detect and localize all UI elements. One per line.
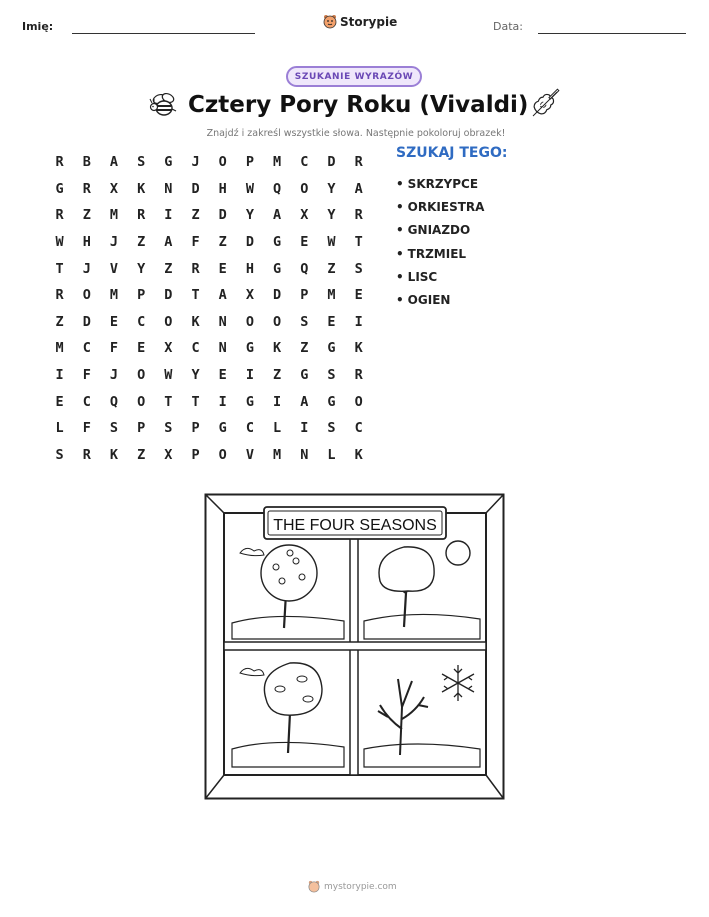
grid-letter[interactable]: Z xyxy=(218,234,227,251)
grid-letter[interactable]: O xyxy=(137,367,146,384)
grid-letter[interactable]: V xyxy=(245,446,254,463)
grid-letter[interactable]: Y xyxy=(137,260,146,277)
grid-letter[interactable]: G xyxy=(327,340,336,357)
grid-letter[interactable]: N xyxy=(164,180,173,197)
grid-letter[interactable]: C xyxy=(300,154,309,171)
grid-letter[interactable]: Z xyxy=(137,446,146,463)
grid-letter[interactable]: X xyxy=(245,287,254,304)
word-list-item: • SKRZYPCE xyxy=(396,172,484,195)
word-list-item: • OGIEN xyxy=(396,288,484,311)
grid-letter[interactable]: S xyxy=(55,446,64,463)
grid-letter[interactable]: O xyxy=(245,313,254,330)
grid-letter[interactable]: K xyxy=(109,446,119,463)
grid-letter[interactable]: J xyxy=(82,260,91,277)
grid-letter[interactable]: I xyxy=(218,393,227,410)
grid-letter[interactable]: G xyxy=(273,234,282,251)
grid-letter[interactable]: M xyxy=(327,287,336,304)
word-search-grid xyxy=(46,149,372,468)
grid-letter[interactable]: C xyxy=(191,340,200,357)
bee-icon xyxy=(148,90,180,120)
grid-letter[interactable]: Y xyxy=(245,207,254,224)
logo-text: Storypie xyxy=(340,14,398,29)
grid-row xyxy=(46,309,372,336)
grid-letter[interactable]: A xyxy=(218,287,227,304)
grid-letter[interactable]: Y xyxy=(191,367,200,384)
grid-letter[interactable]: F xyxy=(82,367,91,384)
grid-letter[interactable]: N xyxy=(218,340,227,357)
grid-letter[interactable]: R xyxy=(354,207,363,224)
grid-letter[interactable]: N xyxy=(218,313,227,330)
page-title: Cztery Pory Roku (Vivaldi) xyxy=(188,92,529,118)
grid-row xyxy=(46,442,372,469)
grid-letter[interactable]: Y xyxy=(327,207,336,224)
grid-letter[interactable]: F xyxy=(109,340,119,357)
grid-letter[interactable]: G xyxy=(164,154,173,171)
grid-letter[interactable]: A xyxy=(273,207,282,224)
grid-letter[interactable]: I xyxy=(164,207,173,224)
grid-letter[interactable]: G xyxy=(245,340,254,357)
word-list xyxy=(396,172,484,312)
grid-letter[interactable]: Z xyxy=(300,340,309,357)
storypie-mascot-icon xyxy=(323,14,337,29)
grid-letter[interactable]: Z xyxy=(55,313,64,330)
word-list-title: SZUKAJ TEGO: xyxy=(396,145,508,161)
grid-letter[interactable]: R xyxy=(55,154,64,171)
grid-letter[interactable]: D xyxy=(164,287,173,304)
grid-letter[interactable]: I xyxy=(354,313,363,330)
grid-letter[interactable]: R xyxy=(82,180,91,197)
word-list-item: • ORKIESTRA xyxy=(396,195,484,218)
grid-row xyxy=(46,335,372,362)
grid-letter[interactable]: Z xyxy=(137,234,146,251)
grid-letter[interactable]: S xyxy=(327,367,336,384)
name-label: Imię: xyxy=(22,20,54,33)
grid-letter[interactable]: G xyxy=(218,420,227,437)
grid-letter[interactable]: O xyxy=(218,446,227,463)
grid-letter[interactable]: S xyxy=(109,420,119,437)
grid-letter[interactable]: R xyxy=(82,446,91,463)
grid-letter[interactable]: D xyxy=(327,154,336,171)
grid-row xyxy=(46,415,372,442)
grid-letter[interactable]: T xyxy=(191,393,200,410)
grid-letter[interactable]: E xyxy=(109,313,119,330)
footer-brand xyxy=(308,880,397,893)
storypie-logo xyxy=(323,14,397,29)
grid-letter[interactable]: X xyxy=(164,446,173,463)
grid-letter[interactable]: K xyxy=(191,313,200,330)
grid-letter[interactable]: X xyxy=(109,180,119,197)
grid-letter[interactable]: M xyxy=(273,154,282,171)
grid-letter[interactable]: K xyxy=(354,340,363,357)
grid-letter[interactable]: I xyxy=(300,420,309,437)
grid-letter[interactable]: C xyxy=(82,340,91,357)
grid-letter[interactable]: X xyxy=(300,207,309,224)
grid-letter[interactable]: Q xyxy=(109,393,119,410)
grid-letter[interactable]: A xyxy=(354,180,363,197)
grid-letter[interactable]: T xyxy=(55,260,64,277)
grid-letter[interactable]: R xyxy=(55,207,64,224)
grid-letter[interactable]: B xyxy=(82,154,91,171)
footer-url[interactable]: mystorypie.com xyxy=(324,881,397,892)
grid-letter[interactable]: W xyxy=(327,234,336,251)
grid-letter[interactable]: R xyxy=(55,287,64,304)
grid-letter[interactable]: O xyxy=(137,393,146,410)
grid-letter[interactable]: M xyxy=(273,446,282,463)
grid-letter[interactable]: P xyxy=(300,287,309,304)
grid-row xyxy=(46,282,372,309)
grid-letter[interactable]: G xyxy=(327,393,336,410)
grid-letter[interactable]: Y xyxy=(327,180,336,197)
grid-letter[interactable]: Z xyxy=(273,367,282,384)
grid-letter[interactable]: D xyxy=(82,313,91,330)
grid-letter[interactable]: S xyxy=(354,260,363,277)
grid-letter[interactable]: E xyxy=(354,287,363,304)
storypie-mascot-icon xyxy=(308,880,320,893)
activity-badge: SZUKANIE WYRAZÓW xyxy=(286,66,422,87)
grid-letter[interactable]: Q xyxy=(273,180,282,197)
grid-letter[interactable]: D xyxy=(245,234,254,251)
grid-letter[interactable]: H xyxy=(245,260,254,277)
grid-letter[interactable]: S xyxy=(164,420,173,437)
grid-letter[interactable]: A xyxy=(109,154,119,171)
grid-letter[interactable]: P xyxy=(191,446,200,463)
grid-letter[interactable]: E xyxy=(218,367,227,384)
grid-letter[interactable]: I xyxy=(55,367,64,384)
grid-letter[interactable]: P xyxy=(245,154,254,171)
grid-letter[interactable]: E xyxy=(137,340,146,357)
grid-letter[interactable]: G xyxy=(245,393,254,410)
grid-letter[interactable]: G xyxy=(55,180,64,197)
grid-letter[interactable]: O xyxy=(218,154,227,171)
grid-letter[interactable]: X xyxy=(164,340,173,357)
grid-letter[interactable]: P xyxy=(137,420,146,437)
grid-letter[interactable]: O xyxy=(164,313,173,330)
grid-letter[interactable]: D xyxy=(191,180,200,197)
grid-letter[interactable]: J xyxy=(109,234,119,251)
grid-letter[interactable]: R xyxy=(354,367,363,384)
grid-letter[interactable]: H xyxy=(82,234,91,251)
grid-letter[interactable]: C xyxy=(82,393,91,410)
grid-letter[interactable]: K xyxy=(137,180,146,197)
grid-letter[interactable]: C xyxy=(245,420,254,437)
grid-letter[interactable]: C xyxy=(137,313,146,330)
grid-row xyxy=(46,229,372,256)
name-line[interactable] xyxy=(72,33,255,34)
grid-letter[interactable]: M xyxy=(109,207,119,224)
word-list-item: • GNIAZDO xyxy=(396,219,484,242)
grid-letter[interactable]: F xyxy=(191,234,200,251)
grid-letter[interactable]: A xyxy=(300,393,309,410)
grid-letter[interactable]: E xyxy=(55,393,64,410)
grid-letter[interactable]: E xyxy=(218,260,227,277)
grid-letter[interactable]: W xyxy=(164,367,173,384)
word-list-item: • LISC xyxy=(396,265,484,288)
grid-letter[interactable]: I xyxy=(273,393,282,410)
grid-letter[interactable]: E xyxy=(300,234,309,251)
grid-letter[interactable]: J xyxy=(109,367,119,384)
grid-letter[interactable]: M xyxy=(109,287,119,304)
grid-letter[interactable]: M xyxy=(55,340,64,357)
grid-row xyxy=(46,362,372,389)
instructions: Znajdź i zakreśl wszystkie słowa. Następnie pokoloruj obrazek! xyxy=(206,128,506,139)
grid-letter[interactable]: T xyxy=(354,234,363,251)
grid-letter[interactable]: O xyxy=(273,313,282,330)
grid-letter[interactable]: W xyxy=(245,180,254,197)
four-seasons-illustration xyxy=(204,493,505,800)
grid-letter[interactable]: D xyxy=(218,207,227,224)
grid-letter[interactable]: G xyxy=(300,367,309,384)
grid-letter[interactable]: F xyxy=(82,420,91,437)
grid-letter[interactable]: T xyxy=(191,287,200,304)
grid-letter[interactable]: O xyxy=(82,287,91,304)
grid-letter[interactable]: V xyxy=(109,260,119,277)
grid-letter[interactable]: D xyxy=(273,287,282,304)
grid-letter[interactable]: L xyxy=(273,420,282,437)
grid-letter[interactable]: W xyxy=(55,234,64,251)
grid-letter[interactable]: H xyxy=(218,180,227,197)
grid-row xyxy=(46,388,372,415)
date-label: Data: xyxy=(493,20,523,33)
grid-letter[interactable]: N xyxy=(300,446,309,463)
grid-letter[interactable]: P xyxy=(191,420,200,437)
grid-letter[interactable]: R xyxy=(191,260,200,277)
grid-letter[interactable]: K xyxy=(273,340,282,357)
grid-letter[interactable]: L xyxy=(327,446,336,463)
grid-letter[interactable]: A xyxy=(164,234,173,251)
grid-letter[interactable]: P xyxy=(137,287,146,304)
date-line[interactable] xyxy=(538,33,686,34)
grid-letter[interactable]: Q xyxy=(300,260,309,277)
picture-caption: THE FOUR SEASONS xyxy=(273,517,437,534)
grid-row xyxy=(46,202,372,229)
word-list-item: • TRZMIEL xyxy=(396,242,484,265)
grid-letter[interactable]: Z xyxy=(191,207,200,224)
grid-letter[interactable]: I xyxy=(245,367,254,384)
grid-letter[interactable]: T xyxy=(164,393,173,410)
grid-letter[interactable]: K xyxy=(354,446,363,463)
grid-letter[interactable]: E xyxy=(327,313,336,330)
grid-letter[interactable]: R xyxy=(137,207,146,224)
grid-letter[interactable]: S xyxy=(137,154,146,171)
violin-icon xyxy=(527,88,561,120)
grid-letter[interactable]: S xyxy=(300,313,309,330)
grid-row xyxy=(46,255,372,282)
grid-letter[interactable]: R xyxy=(354,154,363,171)
grid-row xyxy=(46,176,372,203)
grid-row xyxy=(46,149,372,176)
grid-letter[interactable]: Z xyxy=(164,260,173,277)
grid-letter[interactable]: C xyxy=(354,420,363,437)
grid-letter[interactable]: L xyxy=(55,420,64,437)
grid-letter[interactable]: J xyxy=(191,154,200,171)
grid-letter[interactable]: Z xyxy=(82,207,91,224)
grid-letter[interactable]: O xyxy=(300,180,309,197)
grid-letter[interactable]: Z xyxy=(327,260,336,277)
grid-letter[interactable]: S xyxy=(327,420,336,437)
grid-letter[interactable]: O xyxy=(354,393,363,410)
grid-letter[interactable]: G xyxy=(273,260,282,277)
